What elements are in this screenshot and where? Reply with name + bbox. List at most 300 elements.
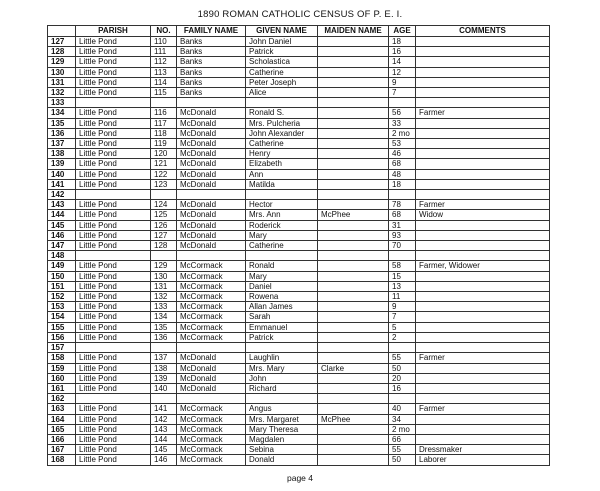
- table-row: [48, 108, 550, 118]
- row-number: 137: [48, 139, 76, 149]
- maiden-name-cell: [318, 322, 389, 332]
- parish-cell: Little Pond: [76, 281, 151, 291]
- number-cell: 139: [151, 373, 177, 383]
- parish-cell: Little Pond: [76, 445, 151, 455]
- parish-cell: Little Pond: [76, 302, 151, 312]
- comments-cell: Farmer, Widower: [416, 261, 550, 271]
- number-cell: 137: [151, 353, 177, 363]
- row-number: 154: [48, 312, 76, 322]
- given-name-cell: Hector: [246, 200, 318, 210]
- given-name-cell: Alice: [246, 88, 318, 98]
- parish-cell: [76, 251, 151, 261]
- parish-cell: Little Pond: [76, 414, 151, 424]
- parish-cell: Little Pond: [76, 373, 151, 383]
- table-row: [48, 414, 550, 424]
- given-name-cell: Ronald: [246, 261, 318, 271]
- parish-cell: Little Pond: [76, 261, 151, 271]
- row-number: 163: [48, 404, 76, 414]
- family-name-cell: McDonald: [177, 241, 246, 251]
- number-cell: 121: [151, 159, 177, 169]
- given-name-cell: [246, 190, 318, 200]
- row-number: 130: [48, 67, 76, 77]
- maiden-name-cell: [318, 37, 389, 47]
- number-cell: 120: [151, 149, 177, 159]
- table-row: [48, 455, 550, 465]
- row-number: 150: [48, 271, 76, 281]
- maiden-name-cell: [318, 88, 389, 98]
- family-name-cell: McCormack: [177, 271, 246, 281]
- parish-cell: Little Pond: [76, 455, 151, 465]
- parish-cell: [76, 190, 151, 200]
- maiden-name-cell: [318, 139, 389, 149]
- parish-cell: Little Pond: [76, 332, 151, 342]
- row-number: 156: [48, 332, 76, 342]
- comments-cell: Farmer: [416, 108, 550, 118]
- number-cell: 112: [151, 57, 177, 67]
- number-cell: 146: [151, 455, 177, 465]
- age-cell: [389, 98, 416, 108]
- row-number: 132: [48, 88, 76, 98]
- maiden-name-cell: [318, 292, 389, 302]
- number-cell: [151, 394, 177, 404]
- parish-cell: Little Pond: [76, 241, 151, 251]
- age-cell: [389, 394, 416, 404]
- maiden-name-cell: McPhee: [318, 210, 389, 220]
- number-cell: 131: [151, 281, 177, 291]
- family-name-cell: McCormack: [177, 434, 246, 444]
- row-number: 140: [48, 169, 76, 179]
- maiden-name-cell: [318, 220, 389, 230]
- comments-cell: [416, 169, 550, 179]
- given-name-cell: Magdalen: [246, 434, 318, 444]
- given-name-cell: Peter Joseph: [246, 77, 318, 87]
- row-number: 143: [48, 200, 76, 210]
- comments-cell: [416, 343, 550, 353]
- comments-cell: [416, 414, 550, 424]
- table-row: [48, 302, 550, 312]
- table-row: [48, 77, 550, 87]
- row-number: 153: [48, 302, 76, 312]
- number-cell: 143: [151, 424, 177, 434]
- table-row: [48, 383, 550, 393]
- table-row: [48, 149, 550, 159]
- number-cell: 123: [151, 179, 177, 189]
- family-name-cell: McDonald: [177, 159, 246, 169]
- given-name-cell: Ronald S.: [246, 108, 318, 118]
- age-cell: 5: [389, 322, 416, 332]
- age-cell: 53: [389, 139, 416, 149]
- given-name-cell: Donald: [246, 455, 318, 465]
- row-number: 149: [48, 261, 76, 271]
- header-no: NO.: [151, 26, 177, 37]
- table-row: [48, 118, 550, 128]
- row-number: 166: [48, 434, 76, 444]
- number-cell: 144: [151, 434, 177, 444]
- comments-cell: [416, 57, 550, 67]
- table-row: [48, 404, 550, 414]
- parish-cell: Little Pond: [76, 210, 151, 220]
- comments-cell: [416, 118, 550, 128]
- maiden-name-cell: [318, 98, 389, 108]
- parish-cell: Little Pond: [76, 88, 151, 98]
- maiden-name-cell: [318, 373, 389, 383]
- family-name-cell: [177, 394, 246, 404]
- number-cell: [151, 251, 177, 261]
- family-name-cell: McCormack: [177, 312, 246, 322]
- table-row: [48, 47, 550, 57]
- comments-cell: [416, 332, 550, 342]
- age-cell: 70: [389, 241, 416, 251]
- header-comments: COMMENTS: [416, 26, 550, 37]
- family-name-cell: Banks: [177, 67, 246, 77]
- maiden-name-cell: [318, 445, 389, 455]
- age-cell: 16: [389, 47, 416, 57]
- comments-cell: [416, 322, 550, 332]
- age-cell: 18: [389, 179, 416, 189]
- row-number: 162: [48, 394, 76, 404]
- comments-cell: Farmer: [416, 200, 550, 210]
- comments-cell: [416, 159, 550, 169]
- age-cell: 58: [389, 261, 416, 271]
- number-cell: 118: [151, 128, 177, 138]
- given-name-cell: John Alexander: [246, 128, 318, 138]
- parish-cell: Little Pond: [76, 353, 151, 363]
- given-name-cell: Patrick: [246, 47, 318, 57]
- number-cell: [151, 98, 177, 108]
- number-cell: 129: [151, 261, 177, 271]
- comments-cell: Farmer: [416, 353, 550, 363]
- number-cell: 115: [151, 88, 177, 98]
- row-number: 146: [48, 230, 76, 240]
- age-cell: [389, 190, 416, 200]
- header-parish: PARISH: [76, 26, 151, 37]
- table-row: [48, 373, 550, 383]
- census-body: [48, 37, 550, 466]
- comments-cell: [416, 383, 550, 393]
- table-row: [48, 251, 550, 261]
- row-number: 151: [48, 281, 76, 291]
- number-cell: 140: [151, 383, 177, 393]
- maiden-name-cell: [318, 108, 389, 118]
- parish-cell: Little Pond: [76, 77, 151, 87]
- given-name-cell: Mrs. Pulcheria: [246, 118, 318, 128]
- parish-cell: Little Pond: [76, 424, 151, 434]
- table-row: [48, 281, 550, 291]
- age-cell: 50: [389, 455, 416, 465]
- row-number: 167: [48, 445, 76, 455]
- comments-cell: [416, 47, 550, 57]
- comments-cell: [416, 128, 550, 138]
- given-name-cell: Laughlin: [246, 353, 318, 363]
- maiden-name-cell: [318, 169, 389, 179]
- table-row: [48, 200, 550, 210]
- comments-cell: [416, 149, 550, 159]
- given-name-cell: Richard: [246, 383, 318, 393]
- row-number: 133: [48, 98, 76, 108]
- family-name-cell: Banks: [177, 57, 246, 67]
- number-cell: 124: [151, 200, 177, 210]
- number-cell: 136: [151, 332, 177, 342]
- age-cell: 2: [389, 332, 416, 342]
- table-row: [48, 394, 550, 404]
- given-name-cell: Elizabeth: [246, 159, 318, 169]
- age-cell: 48: [389, 169, 416, 179]
- number-cell: 138: [151, 363, 177, 373]
- comments-cell: [416, 312, 550, 322]
- given-name-cell: John Daniel: [246, 37, 318, 47]
- number-cell: 135: [151, 322, 177, 332]
- age-cell: 34: [389, 414, 416, 424]
- age-cell: 40: [389, 404, 416, 414]
- table-row: [48, 445, 550, 455]
- maiden-name-cell: [318, 118, 389, 128]
- comments-cell: [416, 373, 550, 383]
- table-row: [48, 128, 550, 138]
- comments-cell: [416, 292, 550, 302]
- parish-cell: Little Pond: [76, 57, 151, 67]
- age-cell: 13: [389, 281, 416, 291]
- maiden-name-cell: [318, 200, 389, 210]
- family-name-cell: McCormack: [177, 332, 246, 342]
- given-name-cell: Catherine: [246, 67, 318, 77]
- comments-cell: [416, 67, 550, 77]
- maiden-name-cell: [318, 149, 389, 159]
- parish-cell: Little Pond: [76, 139, 151, 149]
- table-row: [48, 179, 550, 189]
- row-number: 164: [48, 414, 76, 424]
- comments-cell: [416, 220, 550, 230]
- parish-cell: Little Pond: [76, 67, 151, 77]
- table-row: [48, 292, 550, 302]
- census-table: [47, 25, 550, 466]
- table-row: [48, 67, 550, 77]
- maiden-name-cell: [318, 455, 389, 465]
- maiden-name-cell: [318, 230, 389, 240]
- given-name-cell: Angus: [246, 404, 318, 414]
- parish-cell: Little Pond: [76, 128, 151, 138]
- number-cell: 134: [151, 312, 177, 322]
- family-name-cell: McCormack: [177, 292, 246, 302]
- age-cell: 14: [389, 57, 416, 67]
- family-name-cell: McDonald: [177, 353, 246, 363]
- parish-cell: [76, 394, 151, 404]
- parish-cell: Little Pond: [76, 200, 151, 210]
- given-name-cell: Allan James: [246, 302, 318, 312]
- comments-cell: [416, 230, 550, 240]
- family-name-cell: McDonald: [177, 108, 246, 118]
- comments-cell: [416, 302, 550, 312]
- table-row: [48, 159, 550, 169]
- given-name-cell: Mrs. Ann: [246, 210, 318, 220]
- maiden-name-cell: [318, 404, 389, 414]
- family-name-cell: McCormack: [177, 414, 246, 424]
- row-number: 155: [48, 322, 76, 332]
- header-row: [48, 26, 550, 37]
- given-name-cell: [246, 98, 318, 108]
- table-row: [48, 139, 550, 149]
- parish-cell: Little Pond: [76, 383, 151, 393]
- age-cell: [389, 251, 416, 261]
- parish-cell: Little Pond: [76, 118, 151, 128]
- parish-cell: Little Pond: [76, 434, 151, 444]
- maiden-name-cell: [318, 179, 389, 189]
- parish-cell: Little Pond: [76, 312, 151, 322]
- parish-cell: Little Pond: [76, 292, 151, 302]
- number-cell: 110: [151, 37, 177, 47]
- table-row: [48, 220, 550, 230]
- age-cell: 50: [389, 363, 416, 373]
- number-cell: 125: [151, 210, 177, 220]
- row-number: 141: [48, 179, 76, 189]
- given-name-cell: Mrs. Mary: [246, 363, 318, 373]
- row-number: 144: [48, 210, 76, 220]
- family-name-cell: McDonald: [177, 149, 246, 159]
- table-row: [48, 88, 550, 98]
- parish-cell: [76, 98, 151, 108]
- table-row: [48, 241, 550, 251]
- family-name-cell: McDonald: [177, 383, 246, 393]
- maiden-name-cell: Clarke: [318, 363, 389, 373]
- parish-cell: Little Pond: [76, 108, 151, 118]
- row-number: 138: [48, 149, 76, 159]
- age-cell: 7: [389, 88, 416, 98]
- family-name-cell: [177, 343, 246, 353]
- comments-cell: Widow: [416, 210, 550, 220]
- row-number: 135: [48, 118, 76, 128]
- comments-cell: [416, 179, 550, 189]
- table-row: [48, 363, 550, 373]
- maiden-name-cell: [318, 67, 389, 77]
- age-cell: 55: [389, 353, 416, 363]
- maiden-name-cell: [318, 434, 389, 444]
- family-name-cell: McCormack: [177, 322, 246, 332]
- header-age: AGE: [389, 26, 416, 37]
- table-row: [48, 312, 550, 322]
- maiden-name-cell: [318, 241, 389, 251]
- row-number: 145: [48, 220, 76, 230]
- parish-cell: Little Pond: [76, 271, 151, 281]
- maiden-name-cell: [318, 128, 389, 138]
- given-name-cell: Catherine: [246, 139, 318, 149]
- family-name-cell: Banks: [177, 37, 246, 47]
- comments-cell: [416, 394, 550, 404]
- family-name-cell: [177, 251, 246, 261]
- number-cell: 142: [151, 414, 177, 424]
- number-cell: 145: [151, 445, 177, 455]
- comments-cell: [416, 88, 550, 98]
- row-number: 128: [48, 47, 76, 57]
- number-cell: 127: [151, 230, 177, 240]
- header-rownum: [48, 26, 76, 37]
- comments-cell: [416, 271, 550, 281]
- comments-cell: [416, 434, 550, 444]
- age-cell: [389, 343, 416, 353]
- age-cell: 12: [389, 67, 416, 77]
- age-cell: 20: [389, 373, 416, 383]
- number-cell: 132: [151, 292, 177, 302]
- row-number: 168: [48, 455, 76, 465]
- age-cell: 11: [389, 292, 416, 302]
- table-row: [48, 210, 550, 220]
- age-cell: 46: [389, 149, 416, 159]
- row-number: 142: [48, 190, 76, 200]
- row-number: 134: [48, 108, 76, 118]
- given-name-cell: Henry: [246, 149, 318, 159]
- comments-cell: [416, 190, 550, 200]
- family-name-cell: McDonald: [177, 373, 246, 383]
- table-row: [48, 353, 550, 363]
- family-name-cell: Banks: [177, 88, 246, 98]
- parish-cell: Little Pond: [76, 404, 151, 414]
- parish-cell: Little Pond: [76, 37, 151, 47]
- number-cell: [151, 190, 177, 200]
- table-row: [48, 190, 550, 200]
- maiden-name-cell: [318, 332, 389, 342]
- age-cell: 68: [389, 159, 416, 169]
- row-number: 152: [48, 292, 76, 302]
- table-row: [48, 98, 550, 108]
- age-cell: 2 mo: [389, 128, 416, 138]
- number-cell: 122: [151, 169, 177, 179]
- comments-cell: [416, 139, 550, 149]
- header-maiden-name: MAIDEN NAME: [318, 26, 389, 37]
- number-cell: 130: [151, 271, 177, 281]
- row-number: 160: [48, 373, 76, 383]
- page-title: 1890 ROMAN CATHOLIC CENSUS OF P. E. I.: [197, 9, 403, 20]
- age-cell: 16: [389, 383, 416, 393]
- family-name-cell: McCormack: [177, 261, 246, 271]
- row-number: 165: [48, 424, 76, 434]
- parish-cell: Little Pond: [76, 220, 151, 230]
- table-row: [48, 434, 550, 444]
- given-name-cell: Mary: [246, 230, 318, 240]
- parish-cell: [76, 343, 151, 353]
- row-number: 157: [48, 343, 76, 353]
- family-name-cell: [177, 98, 246, 108]
- number-cell: 113: [151, 67, 177, 77]
- number-cell: 119: [151, 139, 177, 149]
- family-name-cell: McDonald: [177, 210, 246, 220]
- age-cell: 18: [389, 37, 416, 47]
- header-family-name: FAMILY NAME: [177, 26, 246, 37]
- given-name-cell: John: [246, 373, 318, 383]
- table-row: [48, 343, 550, 353]
- parish-cell: Little Pond: [76, 322, 151, 332]
- parish-cell: Little Pond: [76, 230, 151, 240]
- given-name-cell: [246, 251, 318, 261]
- given-name-cell: Catherine: [246, 241, 318, 251]
- family-name-cell: McCormack: [177, 404, 246, 414]
- given-name-cell: Daniel: [246, 281, 318, 291]
- table-row: [48, 37, 550, 47]
- maiden-name-cell: [318, 271, 389, 281]
- given-name-cell: Roderick: [246, 220, 318, 230]
- age-cell: 55: [389, 445, 416, 455]
- comments-cell: [416, 37, 550, 47]
- family-name-cell: McDonald: [177, 363, 246, 373]
- family-name-cell: McDonald: [177, 220, 246, 230]
- comments-cell: Farmer: [416, 404, 550, 414]
- number-cell: 116: [151, 108, 177, 118]
- parish-cell: Little Pond: [76, 159, 151, 169]
- number-cell: 117: [151, 118, 177, 128]
- row-number: 148: [48, 251, 76, 261]
- number-cell: 114: [151, 77, 177, 87]
- given-name-cell: [246, 394, 318, 404]
- given-name-cell: Mary: [246, 271, 318, 281]
- number-cell: 141: [151, 404, 177, 414]
- given-name-cell: Sarah: [246, 312, 318, 322]
